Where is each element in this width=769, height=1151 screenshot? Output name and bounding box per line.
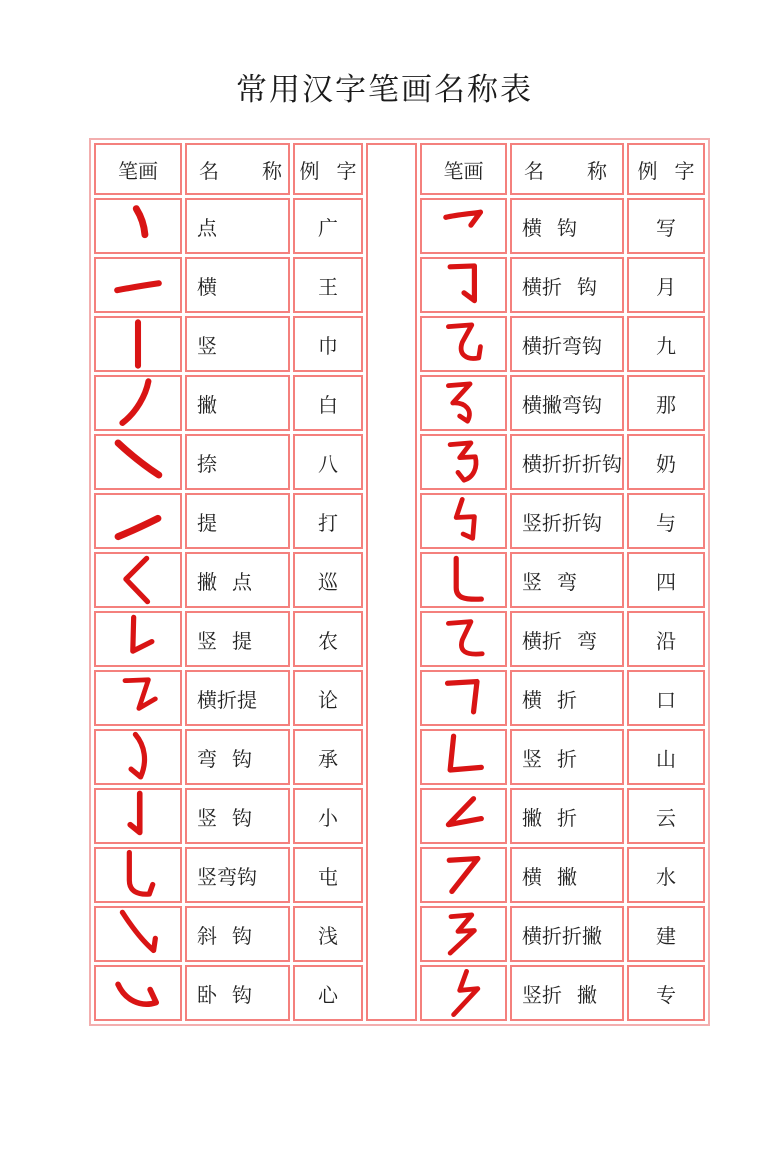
stroke-name: 竖折 撇 [510,965,624,1021]
example-char: 沿 [627,611,705,667]
example-char: 承 [293,729,363,785]
example-char: 专 [627,965,705,1021]
pie-zhe-stroke-icon [420,788,507,844]
example-char: 与 [627,493,705,549]
shu-wan-stroke-icon [420,552,507,608]
heng-zhe-stroke-icon [420,670,507,726]
header-name-left: 名 称 [185,143,290,195]
header-row [94,143,705,195]
example-char: 王 [293,257,363,313]
stroke-name: 横折折折钩 [510,434,624,490]
stroke-name: 横 折 [510,670,624,726]
pie-stroke-icon [94,375,182,431]
pie-dian-stroke-icon [94,552,182,608]
example-char: 口 [627,670,705,726]
example-char: 那 [627,375,705,431]
stroke-name: 撇 点 [185,552,290,608]
example-char: 奶 [627,434,705,490]
stroke-name: 斜 钩 [185,906,290,962]
stroke-name: 弯 钩 [185,729,290,785]
stroke-name: 竖 提 [185,611,290,667]
example-char: 心 [293,965,363,1021]
stroke-name: 横撇弯钩 [510,375,624,431]
stroke-name-table [89,138,710,1026]
example-char: 小 [293,788,363,844]
page [0,64,769,1151]
stroke-name: 竖弯钩 [185,847,290,903]
ti-stroke-icon [94,493,182,549]
example-char: 论 [293,670,363,726]
heng-pie-stroke-icon [420,847,507,903]
header-name-right: 名 称 [510,143,624,195]
stroke-name: 横折 钩 [510,257,624,313]
stroke-name: 点 [185,198,290,254]
example-char: 屯 [293,847,363,903]
header-stroke-right: 笔画 [420,143,507,195]
stroke-name: 捺 [185,434,290,490]
heng-zhe-zhe-zhe-gou-stroke-icon [420,434,507,490]
example-char: 山 [627,729,705,785]
stroke-name: 横 [185,257,290,313]
example-char: 八 [293,434,363,490]
example-char: 建 [627,906,705,962]
header-example-left: 例 字 [293,143,363,195]
stroke-name: 横 撇 [510,847,624,903]
dian-stroke-icon [94,198,182,254]
example-char: 云 [627,788,705,844]
shu-zhe-stroke-icon [420,729,507,785]
example-char: 水 [627,847,705,903]
example-char: 农 [293,611,363,667]
stroke-table-wrapper [89,138,769,1026]
heng-stroke-icon [94,257,182,313]
stroke-name: 卧 钩 [185,965,290,1021]
heng-zhe-zhe-pie-stroke-icon [420,906,507,962]
stroke-name: 提 [185,493,290,549]
shu-zhe-pie-stroke-icon [420,965,507,1021]
shu-gou-stroke-icon [94,788,182,844]
example-char: 写 [627,198,705,254]
page-title: 常用汉字笔画名称表 [236,72,533,107]
example-char: 四 [627,552,705,608]
example-char: 白 [293,375,363,431]
header-stroke-left: 笔画 [94,143,182,195]
shu-zhe-zhe-gou-stroke-icon [420,493,507,549]
heng-zhe-ti-stroke-icon [94,670,182,726]
stroke-name: 竖折折钩 [510,493,624,549]
example-char: 巡 [293,552,363,608]
heng-gou-stroke-icon [420,198,507,254]
stroke-name: 竖 钩 [185,788,290,844]
stroke-name: 横折弯钩 [510,316,624,372]
stroke-name: 撇 [185,375,290,431]
table-divider-gap [366,143,417,1021]
example-char: 浅 [293,906,363,962]
stroke-name: 竖 弯 [510,552,624,608]
shu-stroke-icon [94,316,182,372]
example-char: 打 [293,493,363,549]
stroke-name: 横 钩 [510,198,624,254]
stroke-name: 横折折撇 [510,906,624,962]
example-char: 月 [627,257,705,313]
heng-zhe-wan-stroke-icon [420,611,507,667]
heng-pie-wan-gou-stroke-icon [420,375,507,431]
stroke-name: 撇 折 [510,788,624,844]
stroke-name: 横折 弯 [510,611,624,667]
example-char: 广 [293,198,363,254]
stroke-name: 横折提 [185,670,290,726]
example-char: 巾 [293,316,363,372]
header-example-right: 例 字 [627,143,705,195]
shu-ti-stroke-icon [94,611,182,667]
na-stroke-icon [94,434,182,490]
xie-gou-stroke-icon [94,906,182,962]
wo-gou-stroke-icon [94,965,182,1021]
example-char: 九 [627,316,705,372]
shu-wan-gou-stroke-icon [94,847,182,903]
wan-gou-stroke-icon [94,729,182,785]
stroke-name: 竖 折 [510,729,624,785]
heng-zhe-wan-gou-stroke-icon [420,316,507,372]
stroke-name: 竖 [185,316,290,372]
heng-zhe-gou-stroke-icon [420,257,507,313]
